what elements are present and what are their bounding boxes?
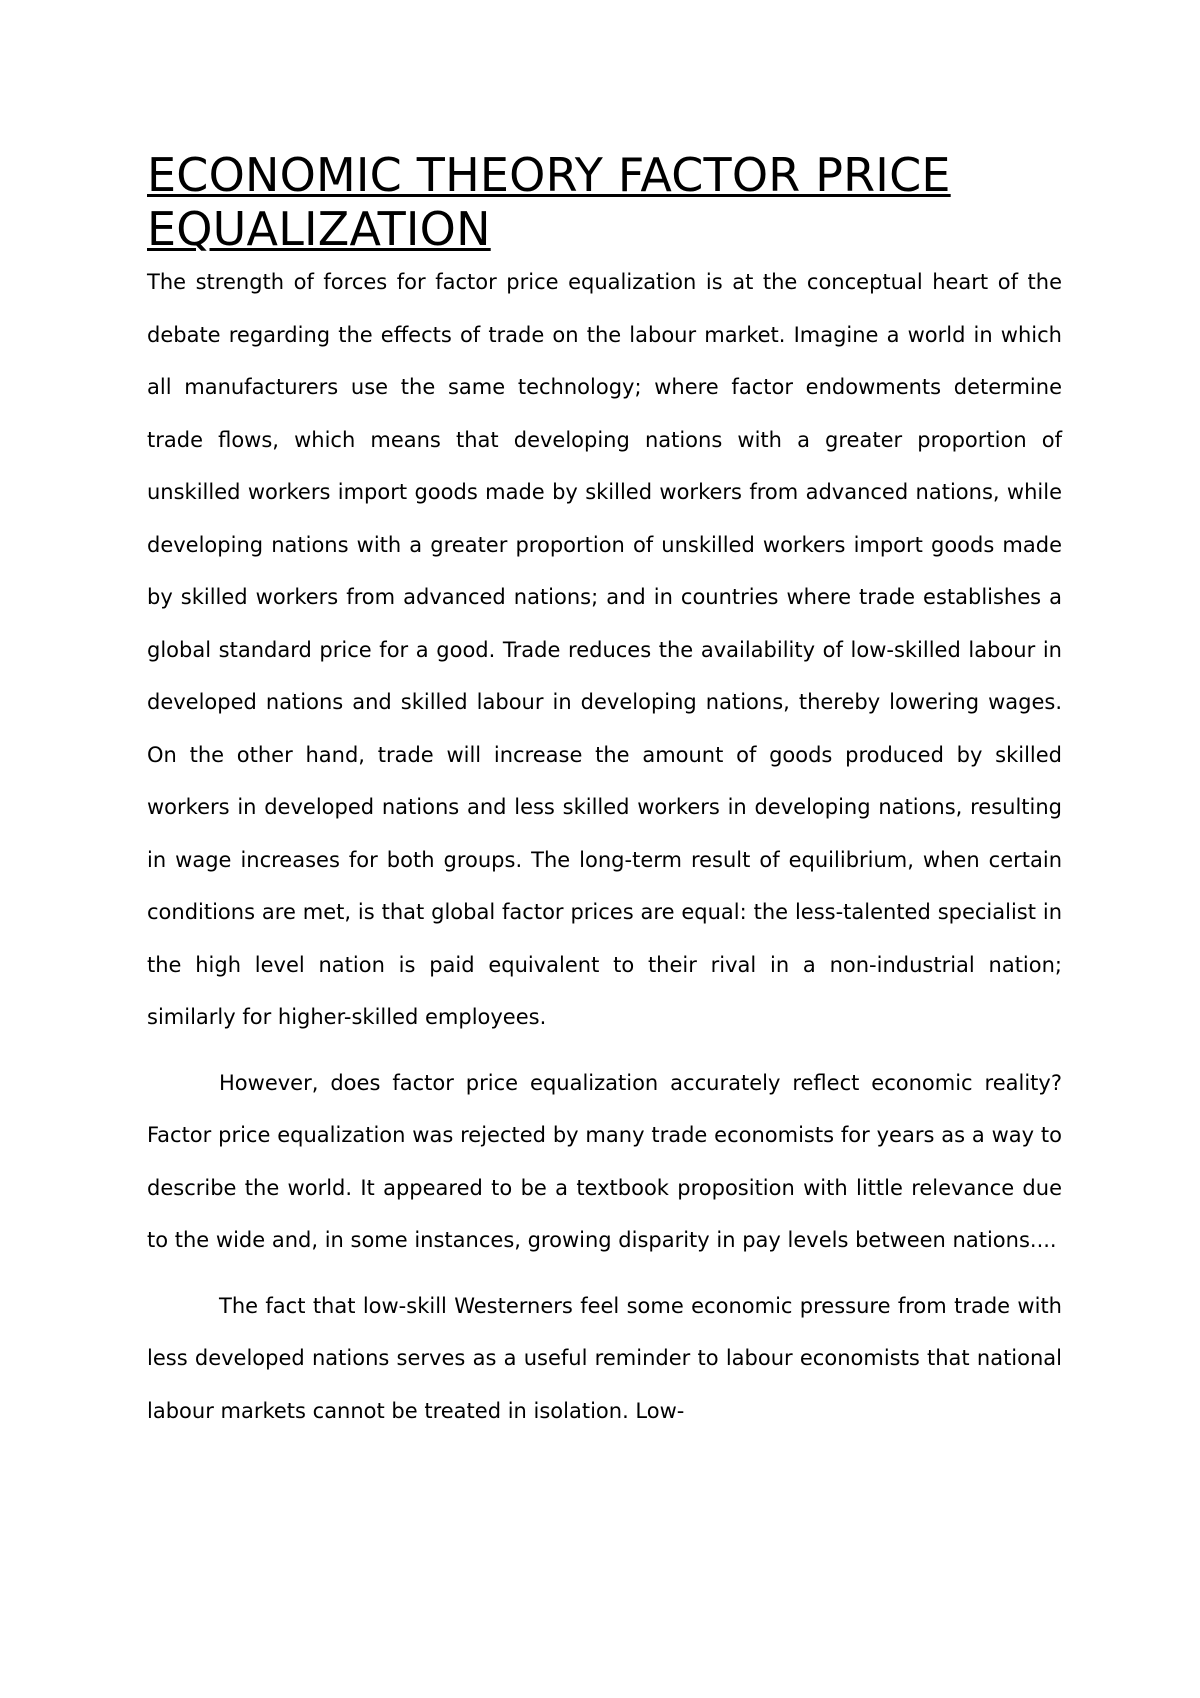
paragraph-3: The fact that low-skill Westerners feel some economic pressure from trade with less developed nations serves as a useful reminder to labour economists that national labour markets cannot be treated in isolation. Low- [147,1293,1062,1423]
paragraph-1: The strength of forces for factor price equalization is at the conceptual heart of the debate regarding the effects of trade on the labour market. Imagine a world in which all manufacturers use the same technology; where factor endowments determine trade flows, which means that developing nations with a greater proportion of unskilled workers import goods made by skilled workers from advanced nations, while developing nations with a greater proportion of unskilled workers import goods made by skilled workers from advanced nations; and in countries where trade establishes a global standard price for a good. Trade reduces the availability of low-skilled labour in developed nations and skilled labour in developing nations, thereby lowering wages. On the other hand, trade will increase the amount of goods produced by skilled workers in developed nations and less skilled workers in developing nations, resulting in wage increases for both groups. The long-term result of equilibrium, when certain conditions are met, is that global factor prices are equal: the less-talented specialist in the high level nation is paid equivalent to their rival in a non-industrial nation; similarly for higher-skilled employees. [147,270,1062,1029]
document-title: ECONOMIC THEORY FACTOR PRICE EQUALIZATION [147,148,951,256]
document-page [147,148,1062,1437]
paragraph-2: However, does factor price equalization accurately reflect economic reality? Factor price equalization was rejected by many trade economists for years as a way to describe the world. It appeared to be a textbook proposition with little relevance due to the wide and, in some instances, growing disparity in pay levels between nations.... [147,1070,1062,1252]
